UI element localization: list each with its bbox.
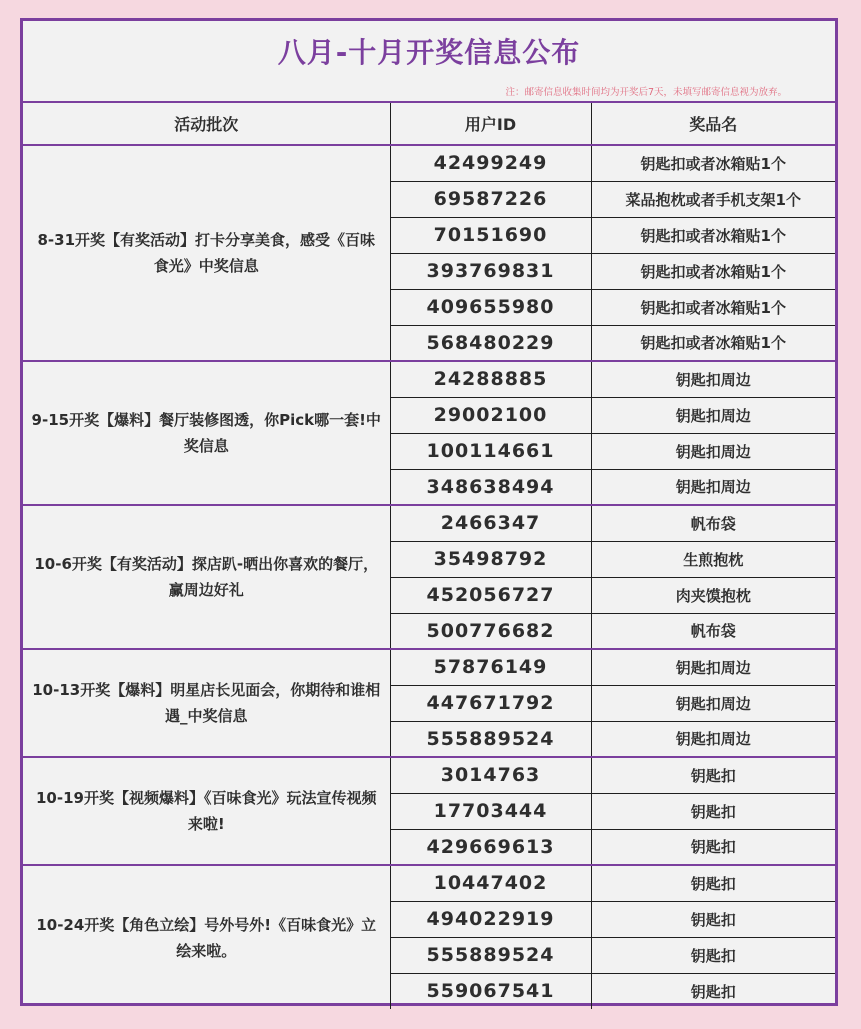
prize-cell: 菜品抱枕或者手机支架1个 (591, 181, 835, 217)
prize-cell: 钥匙扣周边 (591, 433, 835, 469)
activity-cell: 10-19开奖【视频爆料】《百味食光》玩法宣传视频来啦! (23, 757, 390, 865)
table-row (23, 649, 835, 685)
prize-cell: 钥匙扣或者冰箱贴1个 (591, 253, 835, 289)
activity-cell: 8-31开奖【有奖活动】打卡分享美食，感受《百味食光》中奖信息 (23, 145, 390, 361)
user-id-cell: 500776682 (390, 613, 591, 649)
prize-cell: 钥匙扣周边 (591, 469, 835, 505)
header-prize: 奖品名 (591, 103, 835, 145)
user-id-cell: 2466347 (390, 505, 591, 541)
page-title: 八月-十月开奖信息公布 (277, 36, 581, 69)
table-row (23, 361, 835, 397)
prize-cell: 生煎抱枕 (591, 541, 835, 577)
user-id-cell: 3014763 (390, 757, 591, 793)
prize-cell: 钥匙扣周边 (591, 649, 835, 685)
user-id-cell: 69587226 (390, 181, 591, 217)
winners-table (23, 103, 835, 1009)
prize-cell: 钥匙扣或者冰箱贴1个 (591, 145, 835, 181)
table-row (23, 757, 835, 793)
user-id-cell: 494022919 (390, 901, 591, 937)
user-id-cell: 17703444 (390, 793, 591, 829)
user-id-cell: 555889524 (390, 937, 591, 973)
user-id-cell: 10447402 (390, 865, 591, 901)
user-id-cell: 29002100 (390, 397, 591, 433)
prize-cell: 钥匙扣 (591, 829, 835, 865)
prize-cell: 钥匙扣周边 (591, 397, 835, 433)
prize-cell: 钥匙扣或者冰箱贴1个 (591, 217, 835, 253)
user-id-cell: 447671792 (390, 685, 591, 721)
prize-cell: 钥匙扣 (591, 865, 835, 901)
announcement-card (20, 18, 838, 1006)
activity-cell: 10-13开奖【爆料】明星店长见面会，你期待和谁相遇_中奖信息 (23, 649, 390, 757)
table-row (23, 145, 835, 181)
prize-cell: 帆布袋 (591, 505, 835, 541)
user-id-cell: 409655980 (390, 289, 591, 325)
prize-cell: 肉夹馍抱枕 (591, 577, 835, 613)
user-id-cell: 393769831 (390, 253, 591, 289)
prize-cell: 钥匙扣 (690, 982, 736, 1001)
prize-cell: 钥匙扣周边 (591, 361, 835, 397)
title-area (23, 21, 835, 103)
user-id-cell: 42499249 (390, 145, 591, 181)
header-user-id: 用户ID (390, 103, 591, 145)
user-id-cell: 35498792 (390, 541, 591, 577)
user-id-cell: 348638494 (390, 469, 591, 505)
user-id-cell: 24288885 (390, 361, 591, 397)
user-id-cell: 568480229 (390, 325, 591, 361)
prize-cell: 钥匙扣 (591, 757, 835, 793)
user-id-cell: 555889524 (390, 721, 591, 757)
table-row (23, 865, 835, 901)
user-id-cell: 429669613 (390, 829, 591, 865)
table-row (23, 505, 835, 541)
prize-cell: 钥匙扣 (591, 901, 835, 937)
activity-cell: 10-6开奖【有奖活动】探店趴-晒出你喜欢的餐厅，赢周边好礼 (23, 505, 390, 649)
prize-cell: 钥匙扣 (591, 793, 835, 829)
activity-cell: 10-24开奖【角色立绘】号外号外!《百味食光》立绘来啦。 (23, 865, 390, 1009)
user-id-cell: 100114661 (390, 433, 591, 469)
prize-cell: 钥匙扣或者冰箱贴1个 (591, 325, 835, 361)
notice-text: 注：邮寄信息收集时间均为开奖后7天，未填写邮寄信息视为放弃。 (505, 87, 787, 98)
prize-cell: 钥匙扣周边 (591, 685, 835, 721)
user-id-cell: 57876149 (390, 649, 591, 685)
user-id-cell: 452056727 (390, 577, 591, 613)
prize-cell: 钥匙扣周边 (591, 721, 835, 757)
prize-cell: 钥匙扣或者冰箱贴1个 (591, 289, 835, 325)
prize-cell: 钥匙扣 (591, 937, 835, 973)
activity-cell: 9-15开奖【爆料】餐厅装修图透，你Pick哪一套!中奖信息 (23, 361, 390, 505)
table-body (23, 145, 835, 1009)
user-id-cell: 70151690 (390, 217, 591, 253)
prize-cell: 帆布袋 (591, 613, 835, 649)
user-id-cell: 559067541 (390, 973, 591, 1009)
table-header-row (23, 103, 835, 145)
header-activity: 活动批次 (23, 103, 390, 145)
